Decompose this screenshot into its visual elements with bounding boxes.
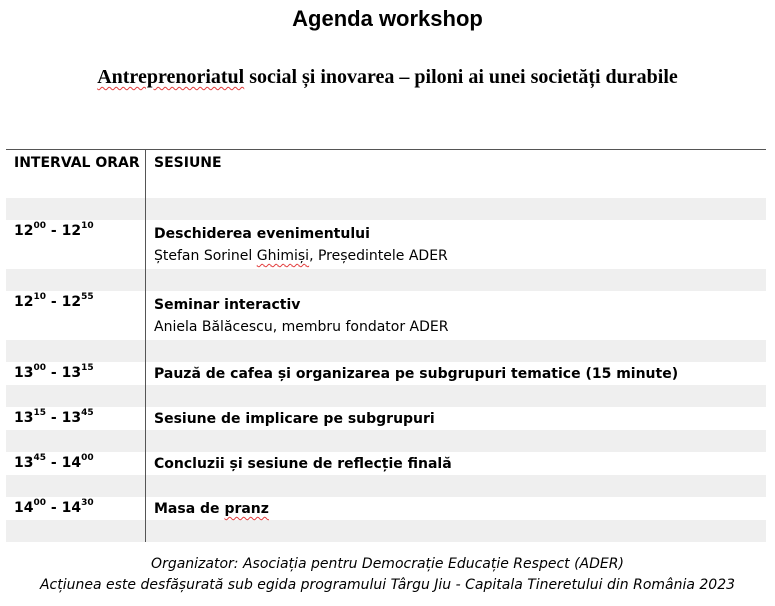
session-title: Masa de pranz xyxy=(154,501,269,517)
time-interval: $13^{00} - 13^{15}$ xyxy=(6,362,146,385)
session-title: Deschiderea evenimentului xyxy=(154,226,370,242)
header-session: SESIUNE xyxy=(146,150,767,199)
table-row xyxy=(6,497,766,520)
table-row xyxy=(6,220,766,269)
session-title: Pauză de cafea și organizarea pe subgrupuri tematice (15 minute) xyxy=(154,366,679,382)
time-interval: $12^{10} - 12^{55}$ xyxy=(6,291,146,340)
session-cell xyxy=(146,362,767,385)
session-description: Ștefan Sorinel Ghimiși, Președintele ADER xyxy=(154,248,448,264)
spacer-row xyxy=(6,520,766,542)
spacer-row xyxy=(6,269,766,291)
table-row xyxy=(6,362,766,385)
spacer-row xyxy=(6,385,766,407)
session-cell xyxy=(146,407,767,430)
session-cell xyxy=(146,452,767,475)
time-interval: $14^{00} - 14^{30}$ xyxy=(6,497,146,520)
spacer-row xyxy=(6,475,766,497)
footer xyxy=(0,554,775,596)
spacer-row xyxy=(6,340,766,362)
session-title: Concluzii și sesiune de reflecție finală xyxy=(154,456,452,472)
spellcheck-underlined-word: Ghimiși xyxy=(256,248,310,264)
session-cell xyxy=(146,497,767,520)
document-title: Agenda workshop xyxy=(292,6,483,31)
subtitle-rest: social și inovarea – piloni ai unei societăți durabile xyxy=(244,66,678,88)
spellcheck-underlined-word: pranz xyxy=(224,501,269,517)
footer-organizer: Organizator: Asociația pentru Democrație Educație Respect (ADER) xyxy=(151,556,624,572)
table-row xyxy=(6,407,766,430)
agenda-table xyxy=(6,149,766,542)
table-row xyxy=(6,452,766,475)
time-interval: $13^{45} - 14^{00}$ xyxy=(6,452,146,475)
header-interval: INTERVAL ORAR xyxy=(6,150,146,199)
time-interval: $13^{15} - 13^{45}$ xyxy=(6,407,146,430)
spacer-row xyxy=(6,198,766,220)
session-cell xyxy=(146,291,767,340)
table-header-row xyxy=(6,150,766,199)
spacer-row xyxy=(6,430,766,452)
session-cell xyxy=(146,220,767,269)
footer-program: Acțiunea este desfășurată sub egida programului Târgu Jiu - Capitala Tineretului din România 2023 xyxy=(39,577,736,593)
session-title: Seminar interactiv xyxy=(154,297,301,313)
spellcheck-underlined-word: Antreprenoriatul xyxy=(97,66,245,88)
session-description: Aniela Bălăcescu, membru fondator ADER xyxy=(154,319,449,335)
time-interval: $12^{00} - 12^{10}$ xyxy=(6,220,146,269)
document-subtitle xyxy=(0,66,775,89)
table-row xyxy=(6,291,766,340)
session-title: Sesiune de implicare pe subgrupuri xyxy=(154,411,435,427)
